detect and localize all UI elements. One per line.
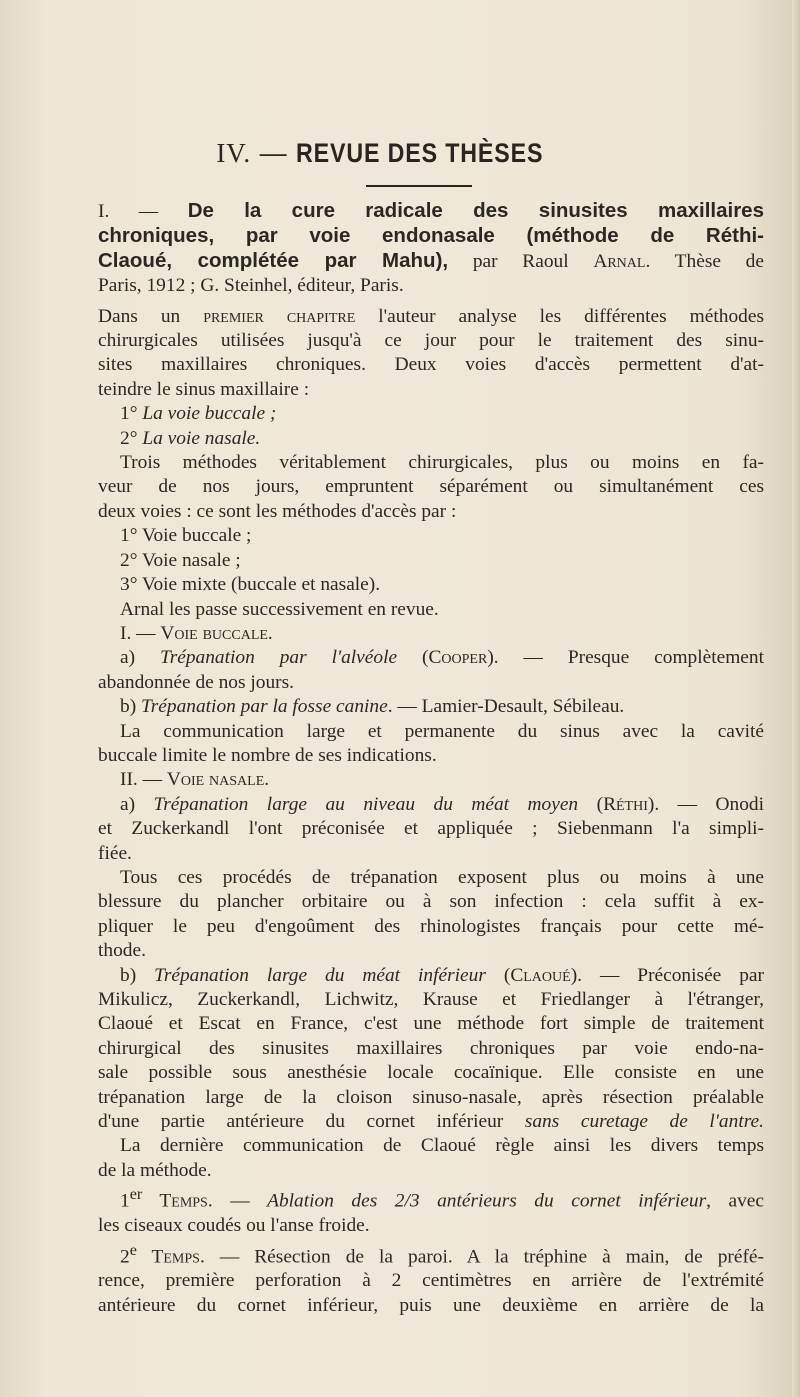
paragraph-5-line-4: thode. <box>98 940 146 962</box>
item-a2-letter: a) <box>120 793 154 815</box>
p1-start: Dans un <box>98 305 204 327</box>
entry-title-part-1: De la cure radicale des sinusites maxillaires <box>187 199 764 222</box>
item-a2-paren: ( <box>578 793 604 815</box>
entry-title-line-3 <box>98 249 764 274</box>
method-3: 3° Voie mixte (buccale et nasale). <box>120 574 381 596</box>
paragraph-1-line-1 <box>98 305 764 329</box>
item-a2-line-3: fiée. <box>98 842 132 864</box>
entry-thesis: . Thèse de <box>645 250 764 272</box>
section-title: REVUE DES THÈSES <box>296 138 544 168</box>
step-1-line-1 <box>98 1183 764 1214</box>
item-b1-letter: b) <box>120 696 142 718</box>
paragraph-6-line-2: de la méthode. <box>98 1159 212 1181</box>
item-b2-title: Trépanation large du méat inférieur <box>154 964 486 986</box>
subsection-1-number: I. — <box>120 622 161 644</box>
entry-title-part-3: Claoué, complétée par Mahu), <box>98 248 449 272</box>
item-b2-letter: b) <box>120 964 155 986</box>
entry-title-line-1 <box>98 199 764 224</box>
item-b2-line-6: trépanation large de la cloison sinuso-nasale, après résection préalable <box>98 1086 764 1108</box>
step-1-number: 1 <box>120 1190 130 1212</box>
article-text <box>98 199 764 1318</box>
title-rule <box>366 185 472 187</box>
subsection-1-heading <box>98 622 764 646</box>
method-1: 1° Voie buccale ; <box>120 525 252 547</box>
way-2 <box>98 427 764 451</box>
p1-rest: l'auteur analyse les différentes méthodes <box>355 305 764 327</box>
paragraph-1-line-4: teindre le sinus maxillaire : <box>98 378 310 400</box>
paragraph-4-line-1: La communication large et permanente du sinus avec la cavité <box>120 720 764 742</box>
way-1-text: La voie buccale ; <box>142 403 277 425</box>
step-2-number: 2 <box>120 1246 130 1267</box>
item-a1-letter: a) <box>120 647 160 669</box>
page-edge <box>792 0 800 1397</box>
step-1-rest: , avec <box>706 1190 765 1212</box>
entry-number: I. — <box>98 201 159 222</box>
paragraph-6-line-1: La dernière communication de Claoué règle ainsi les divers temps <box>120 1135 764 1157</box>
way-2-number: 2° <box>120 427 138 449</box>
item-a1-paren: ( <box>397 647 429 669</box>
item-a2-author: Réthi <box>603 793 648 815</box>
item-b2-author: Claoué <box>510 964 571 986</box>
item-a1-title: Trépanation par l'alvéole <box>159 647 398 669</box>
step-2-line-3: antérieure du cornet inférieur, puis une deuxième en arrière de la <box>98 1294 764 1316</box>
way-2-text: La voie nasale. <box>142 427 261 449</box>
entry-publication: Paris, 1912 ; G. Steinhel, éditeur, Paris. <box>98 275 404 297</box>
step-1-label: Temps <box>142 1190 208 1212</box>
step-2-line-1 <box>98 1239 764 1270</box>
step-1-line-2: les ciseaux coudés ou l'anse froide. <box>98 1215 370 1237</box>
item-a1-rest: ). — Presque complètement <box>487 647 764 669</box>
item-b2-line-5: sale possible sous anesthésie locale cocaïnique. Elle consiste en une <box>98 1062 764 1084</box>
section-header <box>0 138 800 169</box>
item-b2-line-7-start: d'une partie antérieure du cornet inférieur <box>98 1111 525 1133</box>
subsection-1-title: Voie buccale <box>160 622 268 644</box>
item-b1 <box>98 695 764 719</box>
item-b1-title: Trépanation par la fosse canine <box>141 696 388 718</box>
item-b2-line-4: chirurgical des sinusites maxillaires chroniques par voie endo-na- <box>98 1037 764 1059</box>
paragraph-1-line-3: sites maxillaires chroniques. Deux voies d'accès permettent d'at- <box>98 354 764 376</box>
entry-by: par Raoul <box>448 250 594 272</box>
paragraph-5-line-2: blessure du plancher orbitaire ou à son infection : cela suffit à ex- <box>98 891 764 913</box>
subsection-2-heading <box>98 768 764 792</box>
paragraph-5-line-1: Tous ces procédés de trépanation exposent plus ou moins à une <box>120 866 764 888</box>
item-a2-line-2: et Zuckerkandl l'ont préconisée et appliquée ; Siebenmann l'a simpli- <box>98 818 764 840</box>
paragraph-2-line-2: veur de nos jours, empruntent séparément ou simultanément ces <box>98 476 764 498</box>
step-1-dash: . — <box>207 1190 268 1212</box>
item-b2-sans-curetage: sans curetage <box>524 1111 648 1133</box>
step-2-rest: . — Résection de la paroi. A la tréphine à main, de préfé- <box>199 1246 764 1267</box>
section-dash: — <box>259 138 288 168</box>
item-b2-space <box>648 1111 670 1132</box>
subsection-2-period: . <box>264 769 270 791</box>
item-a1-line-2: abandonnée de nos jours. <box>98 671 295 693</box>
way-1-number: 1° <box>120 403 138 425</box>
paragraph-2-line-1: Trois méthodes véritablement chirurgicales, plus ou moins en fa- <box>120 452 764 474</box>
paragraph-5-line-3: pliquer le peu d'engoûment des rhinologistes français pour cette mé- <box>98 915 764 937</box>
way-1 <box>98 402 764 426</box>
step-2-label: Temps <box>136 1246 200 1267</box>
subsection-2-number: II. — <box>120 769 167 791</box>
step-1-ordinal: er <box>129 1186 143 1204</box>
item-b2-line-1 <box>98 964 764 988</box>
item-b2-line-7 <box>98 1110 764 1134</box>
entry-author: Arnal <box>593 250 646 272</box>
step-1-title: Ablation des 2/3 antérieurs du cornet inférieur <box>267 1190 707 1212</box>
step-2-ordinal: e <box>129 1241 137 1259</box>
item-b2-line-2: Mikulicz, Zuckerkandl, Lichwitz, Krause et Friedlanger à l'étranger, <box>98 989 764 1010</box>
item-b2-de-lantre: de l'antre. <box>669 1111 764 1133</box>
item-b2-rest: ). — Préconisée par <box>570 964 764 986</box>
p1-chapter: premier chapitre <box>203 305 356 327</box>
item-b2-line-3: Claoué et Escat en France, c'est une méthode fort simple de traitement <box>98 1013 764 1035</box>
subsection-2-title: Voie nasale <box>166 769 265 791</box>
section-number: IV. <box>216 138 252 168</box>
item-a1-line-1 <box>98 646 764 670</box>
item-b1-rest: . — Lamier-Desault, Sébileau. <box>387 696 625 718</box>
item-a2-line-1 <box>98 793 764 817</box>
paragraph-3: Arnal les passe successivement en revue. <box>120 598 439 620</box>
paragraph-1-line-2: chirurgicales utilisées jusqu'à ce jour pour le traitement des sinu- <box>98 330 764 352</box>
paragraph-2-line-3: deux voies : ce sont les méthodes d'accès par : <box>98 500 457 522</box>
subsection-1-period: . <box>267 622 273 644</box>
item-a2-title: Trépanation large au niveau du méat moyen <box>153 793 579 815</box>
item-b2-paren: ( <box>485 964 511 986</box>
entry-title-line-2: chroniques, par voie endonasale (méthode de Réthi- <box>98 224 764 248</box>
paragraph-4-line-2: buccale limite le nombre de ses indications. <box>98 744 437 766</box>
item-a1-author: Cooper <box>428 647 488 669</box>
step-2-line-2: rence, première perforation à 2 centimètres en arrière de l'extrémité <box>98 1270 764 1292</box>
method-2: 2° Voie nasale ; <box>120 549 241 571</box>
item-a2-rest: ). — Onodi <box>647 793 764 815</box>
